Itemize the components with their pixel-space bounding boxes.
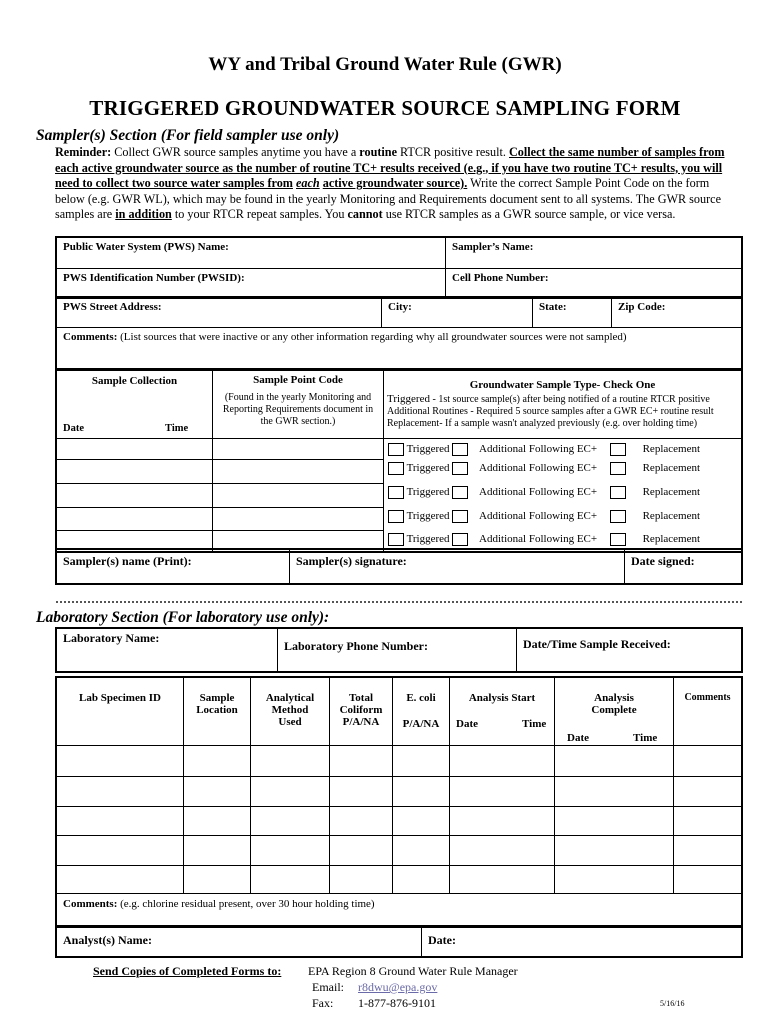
form-title: TRIGGERED GROUNDWATER SOURCE SAMPLING FORM [89, 96, 681, 120]
sample-row [56, 459, 742, 483]
lab-cell[interactable] [184, 745, 251, 776]
triggered-option: Triggered [406, 510, 450, 523]
replacement-option: Replacement [642, 462, 701, 475]
lab-row [56, 865, 742, 893]
lab-cell[interactable] [251, 776, 330, 806]
lab-cell[interactable] [450, 865, 555, 893]
method-label-1: Analytical [265, 692, 315, 704]
city-label: City: [388, 301, 412, 313]
sample-type-options [384, 507, 743, 530]
reminder-label: Reminder: [55, 145, 112, 159]
lab-cell[interactable] [450, 806, 555, 835]
zip-field[interactable] [612, 297, 743, 327]
lab-results-table [55, 676, 743, 927]
pws-name-label: Public Water System (PWS) Name: [63, 241, 229, 253]
additional-option: Additional Following EC+ [479, 533, 598, 546]
coliform-label-1: Total [348, 692, 374, 704]
date-received-field[interactable] [517, 628, 743, 672]
reminder-part: Write the correct Sample Point Code on the form below (e.g. GWR WL), which may be found in the yearly Monitoring and Requirements document sent to all systems. The GWR source samples are [55, 176, 721, 221]
replacement-checkbox[interactable] [610, 462, 626, 475]
lab-cell[interactable] [555, 835, 674, 865]
sampler-signature-field[interactable] [290, 549, 625, 584]
lab-cell[interactable] [450, 745, 555, 776]
sampler-comments-field[interactable] [56, 327, 742, 369]
state-label: State: [539, 301, 567, 313]
lab-cell[interactable] [450, 776, 555, 806]
fax-number: 1-877-876-9101 [358, 996, 436, 1010]
email-link[interactable]: r8dwu@epa.gov [358, 980, 438, 994]
section-divider [56, 601, 742, 603]
lab-cell[interactable] [393, 745, 450, 776]
sample-type-heading: Groundwater Sample Type- Check One [469, 379, 656, 391]
analysis-start-label: Analysis Start [468, 692, 536, 704]
lab-info-table [55, 627, 743, 673]
replacement-definition: Replacement- If a sample wasn't analyzed previously (e.g. over holding time) [387, 418, 698, 429]
lab-row [56, 776, 742, 806]
location-label-2: Location [196, 704, 238, 716]
lab-phone-field[interactable] [278, 628, 517, 672]
ecoli-label-2: P/A/NA [402, 718, 440, 730]
reminder-emphasis-end: active groundwater source). [322, 176, 468, 190]
triggered-checkbox[interactable] [388, 443, 404, 456]
additional-checkbox[interactable] [452, 486, 468, 499]
lab-comments-hint: (e.g. chlorine residual present, over 30 hour holding time) [120, 897, 375, 910]
lab-section-heading: Laboratory Section (For laboratory use only): [36, 609, 330, 626]
collection-date-label: Date [63, 423, 84, 434]
col-ecoli-header [393, 677, 450, 745]
version-date: 5/16/16 [660, 999, 685, 1008]
start-time-label: Time [522, 718, 547, 730]
replacement-checkbox[interactable] [610, 486, 626, 499]
col-comments-header [674, 677, 743, 745]
replacement-checkbox[interactable] [610, 510, 626, 523]
sample-row [56, 438, 742, 459]
triggered-option: Triggered [406, 462, 450, 475]
point-code-cell[interactable] [213, 438, 384, 459]
specimen-id-label: Lab Specimen ID [79, 692, 161, 704]
lab-cell[interactable] [393, 806, 450, 835]
location-label-1: Sample [199, 692, 235, 704]
zip-label: Zip Code: [618, 301, 666, 313]
lab-cell[interactable] [674, 806, 743, 835]
analyst-date-label: Date: [428, 933, 456, 947]
lab-cell[interactable] [251, 745, 330, 776]
replacement-checkbox[interactable] [610, 443, 626, 456]
point-code-cell[interactable] [213, 507, 384, 530]
lab-cell[interactable] [393, 865, 450, 893]
analyst-name-field[interactable] [56, 927, 422, 957]
lab-cell[interactable] [330, 776, 393, 806]
collection-cell[interactable] [56, 459, 213, 483]
lab-cell[interactable] [56, 865, 184, 893]
reminder-in-addition: in addition [115, 207, 172, 221]
sampler-info-table [55, 236, 743, 299]
sampler-signature-label: Sampler(s) signature: [296, 554, 407, 568]
cell-phone-label: Cell Phone Number: [452, 271, 549, 284]
point-code-cell[interactable] [213, 483, 384, 507]
col-complete-header [555, 677, 674, 745]
lab-phone-label: Laboratory Phone Number: [284, 639, 428, 653]
sample-point-code-label: Sample Point Code [253, 374, 343, 386]
replacement-option: Replacement [642, 510, 701, 523]
lab-cell[interactable] [56, 806, 184, 835]
additional-checkbox[interactable] [452, 510, 468, 523]
analyst-date-field[interactable] [422, 927, 743, 957]
pwsid-label: PWS Identification Number (PWSID): [63, 271, 245, 284]
reminder-part: RTCR positive result. [400, 145, 506, 159]
fax-label: Fax: [312, 996, 334, 1010]
lab-row [56, 745, 742, 776]
reminder-part: to your RTCR repeat samples. You [174, 207, 345, 221]
collection-cell[interactable] [56, 438, 213, 459]
lab-cell[interactable] [555, 745, 674, 776]
triggered-option: Triggered [406, 442, 450, 455]
date-signed-field[interactable] [625, 549, 743, 584]
triggered-checkbox[interactable] [388, 486, 404, 499]
sampler-section-heading: Sampler(s) Section (For field sampler use only) [36, 127, 340, 144]
sample-type-header [384, 370, 743, 438]
lab-comments-label: Comments [684, 692, 731, 703]
sampler-print-field[interactable] [56, 549, 290, 584]
additional-definition: Additional Routines - Required 5 source samples after a GWR EC+ routine result [387, 406, 714, 417]
sample-type-options [384, 483, 743, 507]
recipient: EPA Region 8 Ground Water Rule Manager [308, 964, 518, 978]
sample-row [56, 483, 742, 507]
sampler-print-label: Sampler(s) name (Print): [63, 554, 192, 568]
city-field[interactable] [382, 297, 533, 327]
street-address-label: PWS Street Address: [63, 301, 162, 313]
state-field[interactable] [533, 297, 612, 327]
lab-cell[interactable] [56, 776, 184, 806]
lab-cell[interactable] [330, 835, 393, 865]
triggered-option: Triggered [406, 486, 450, 499]
lab-cell[interactable] [393, 835, 450, 865]
triggered-definition: - 1st source sample(s) after being notified of a routine RTCR positive [432, 394, 710, 405]
ecoli-label-1: E. coli [406, 692, 436, 704]
method-label-2: Method [271, 704, 309, 716]
analyst-name-label: Analyst(s) Name: [63, 933, 152, 947]
pws-name-field[interactable] [56, 237, 446, 268]
col-start-header [450, 677, 555, 745]
start-date-label: Date [456, 718, 478, 730]
col-specimen-header [56, 677, 184, 745]
triggered-option: Triggered [406, 533, 450, 546]
date-received-label: Date/Time Sample Received: [523, 637, 671, 651]
replacement-option: Replacement [642, 533, 701, 546]
sample-point-header [213, 370, 384, 438]
triggered-checkbox[interactable] [388, 533, 404, 546]
lab-cell[interactable] [330, 865, 393, 893]
reminder-part: use RTCR samples as a GWR source sample, or vice versa. [385, 207, 676, 221]
additional-option: Additional Following EC+ [479, 462, 598, 475]
lab-cell[interactable] [251, 835, 330, 865]
sample-collection-header [56, 370, 213, 438]
sample-collection-label: Sample Collection [91, 375, 178, 387]
lab-cell[interactable] [184, 776, 251, 806]
lab-cell[interactable] [674, 865, 743, 893]
reminder-text [55, 145, 735, 223]
send-copies-label: Send Copies of Completed Forms to: [93, 964, 282, 978]
street-address-field[interactable] [56, 297, 382, 327]
reminder-emphasis: Collect the same number of samples from each active groundwater source as the number of routine TC+ results received (e.g., if you have two routine TC+ results, you will need to collect two source water samples from [55, 145, 725, 190]
additional-option: Additional Following EC+ [479, 486, 598, 499]
signature-table [55, 548, 743, 585]
sample-type-options [384, 459, 743, 483]
replacement-option: Replacement [642, 442, 701, 455]
additional-option: Additional Following EC+ [479, 442, 598, 455]
lab-cell[interactable] [184, 865, 251, 893]
lab-cell[interactable] [393, 776, 450, 806]
replacement-checkbox[interactable] [610, 533, 626, 546]
method-label-3: Used [278, 716, 302, 728]
lab-cell[interactable] [555, 806, 674, 835]
complete-time-label: Time [633, 732, 658, 744]
additional-checkbox[interactable] [452, 533, 468, 546]
additional-checkbox[interactable] [452, 443, 468, 456]
complete-label-1: Analysis [594, 692, 634, 704]
lab-cell[interactable] [184, 835, 251, 865]
lab-cell[interactable] [450, 835, 555, 865]
pwsid-field[interactable] [56, 268, 446, 298]
analyst-table [55, 926, 743, 958]
lab-cell[interactable] [674, 835, 743, 865]
document-title: WY and Tribal Ground Water Rule (GWR) [208, 54, 562, 75]
reminder-routine: routine [359, 145, 397, 159]
col-location-header [184, 677, 251, 745]
lab-cell[interactable] [251, 806, 330, 835]
address-table [55, 296, 743, 370]
lab-cell[interactable] [330, 806, 393, 835]
sample-row [56, 507, 742, 530]
comments-label: Comments: [63, 330, 118, 343]
reminder-part: Collect GWR source samples anytime you have a [114, 145, 357, 159]
lab-cell[interactable] [330, 745, 393, 776]
additional-option: Additional Following EC+ [479, 510, 598, 523]
reminder-each: each [295, 176, 320, 190]
cell-phone-field[interactable] [446, 268, 743, 298]
lab-cell[interactable] [555, 865, 674, 893]
lab-cell[interactable] [56, 745, 184, 776]
collection-cell[interactable] [56, 507, 213, 530]
coliform-label-3: P/A/NA [342, 716, 380, 728]
triggered-def-label: Triggered [387, 393, 430, 405]
sample-type-options [384, 438, 743, 459]
replacement-option: Replacement [642, 486, 701, 499]
triggered-checkbox[interactable] [388, 510, 404, 523]
complete-label-2: Complete [591, 704, 637, 716]
lab-cell[interactable] [184, 806, 251, 835]
reminder-cannot: cannot [347, 207, 383, 221]
lab-row [56, 835, 742, 865]
point-code-cell[interactable] [213, 459, 384, 483]
sample-collection-table [55, 369, 743, 553]
sampler-name-field[interactable] [446, 237, 743, 268]
lab-cell[interactable] [674, 745, 743, 776]
col-method-header [251, 677, 330, 745]
col-coliform-header [330, 677, 393, 745]
lab-comments-field-label: Comments: [63, 897, 118, 910]
sampler-name-label: Sampler’s Name: [452, 241, 534, 253]
lab-name-label: Laboratory Name: [63, 631, 160, 645]
coliform-label-2: Coliform [339, 704, 383, 716]
complete-date-label: Date [567, 732, 589, 744]
lab-name-field[interactable] [56, 628, 278, 672]
lab-row [56, 806, 742, 835]
lab-cell[interactable] [555, 776, 674, 806]
date-signed-label: Date signed: [631, 554, 695, 568]
triggered-checkbox[interactable] [388, 462, 404, 475]
comments-hint: (List sources that were inactive or any other information regarding why all groundwater sources were not sampled) [120, 330, 627, 343]
collection-time-label: Time [165, 423, 189, 434]
lab-cell[interactable] [56, 835, 184, 865]
lab-cell[interactable] [674, 776, 743, 806]
collection-cell[interactable] [56, 483, 213, 507]
email-label: Email: [312, 980, 344, 994]
lab-cell[interactable] [251, 865, 330, 893]
additional-checkbox[interactable] [452, 462, 468, 475]
sample-point-code-note: (Found in the yearly Monitoring and Reporting Requirements document in the GWR section.) [222, 392, 374, 427]
lab-comments-field[interactable] [56, 893, 742, 926]
